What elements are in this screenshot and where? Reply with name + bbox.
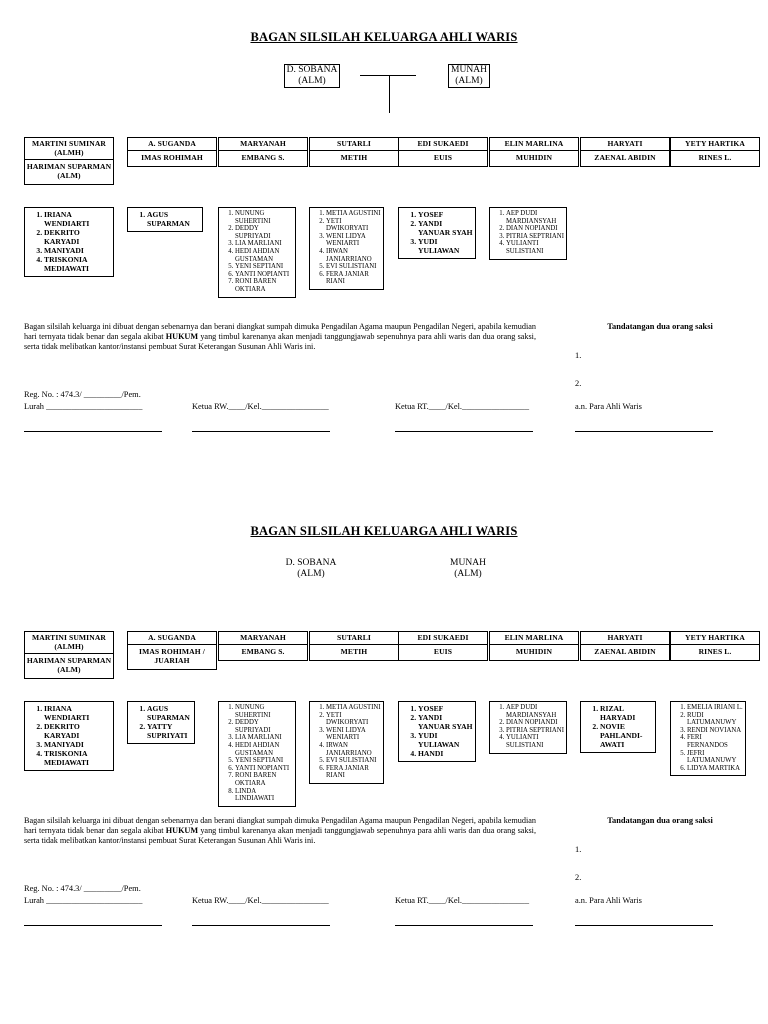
child-box (24, 137, 114, 185)
child-box (398, 631, 488, 661)
spouse-name: METIH (340, 153, 368, 162)
grandchild-name: 3. YUDI YULIAWAN (418, 237, 473, 255)
child-box (24, 631, 114, 679)
grandchild-name: 2. NOVIE PAHLANDI-AWATI (600, 722, 653, 749)
grandchild-name: 2. YANDI YANUAR SYAH (418, 713, 473, 731)
descent-line (389, 75, 390, 113)
grandchild-name: 3. MANIYADI (44, 740, 111, 749)
grandchild-name: 8. LINDA LINDIAWATI (235, 788, 293, 803)
grandchild-name: 5. EVI SULISTIANI (326, 757, 381, 765)
child-name: ELIN MARLINA (490, 138, 578, 151)
father-status: (ALM) (297, 569, 325, 579)
child-box (489, 137, 579, 167)
grandchild-name: 2. YANDI YANUAR SYAH (418, 219, 473, 237)
grandchild-name: 3. LIA MARLIANI (235, 734, 293, 742)
grandchild-name: 2. RUDI LATUMANUWY (687, 712, 743, 727)
grandchild-name: 1. YOSEF (418, 210, 473, 219)
grandchildren-list (127, 207, 203, 232)
witness-2-line: 2. (575, 379, 582, 388)
spouse-name: EUIS (433, 647, 453, 656)
grandchildren-list (398, 701, 476, 762)
statement-paragraph (24, 322, 536, 352)
grandchild-name: 3. PITRIA SEPTRIANI (506, 233, 564, 241)
registration-number: Reg. No. : 474.3/ _________/Pem. (24, 390, 141, 399)
document-title: BAGAN SILSILAH KELUARGA AHLI WARIS (250, 524, 518, 538)
grandchild-name: 1. IRIANA WENDIARTI (44, 210, 111, 228)
grandchild-name: 3. LIA MARLIANI (235, 240, 293, 248)
grandchild-name: 4. FERI FERNANDOS (687, 734, 743, 749)
grandchild-name: 5. YENI SEPTIANI (235, 757, 293, 765)
grandchild-name: 6. FERA JANIAR RIANI (326, 271, 381, 286)
mother-name: MUNAH (450, 558, 486, 568)
genealogy-section (0, 0, 768, 500)
grandchildren-list (580, 701, 656, 753)
grandchild-name: 7. RONI BAREN OKTIARA (235, 278, 293, 293)
child-box (580, 137, 670, 167)
grandchild-name: 1. AGUS SUPARMAN (147, 210, 200, 228)
grandchild-name: 4. HEDI AHDIAN GUSTAMAN (235, 742, 293, 757)
father-box (284, 558, 338, 580)
grandchild-name: 6. YANTI NOPIANTI (235, 271, 293, 279)
child-box (127, 137, 217, 167)
grandchild-name: 3. YUDI YULIAWAN (418, 731, 473, 749)
grandchild-name: 4. YULIANTI SULISTIANI (506, 734, 564, 749)
signature-line (395, 431, 533, 432)
grandchild-name: 2. YATTY SUPRIYATI (147, 722, 192, 740)
registration-number: Reg. No. : 474.3/ _________/Pem. (24, 884, 141, 893)
mother-status: (ALM) (455, 76, 483, 86)
child-name: HARYATI (581, 632, 669, 645)
document-title: BAGAN SILSILAH KELUARGA AHLI WARIS (250, 30, 518, 44)
grandchildren-list (127, 701, 195, 744)
child-box (489, 631, 579, 661)
grandchild-name: 1. NUNUNG SUHERTINI (235, 704, 293, 719)
statement-paragraph (24, 816, 536, 846)
mother-box (448, 558, 488, 580)
grandchild-name: 3. RENDI NOVIANA (687, 727, 743, 735)
grandchild-name: 6. YANTI NOPIANTI (235, 765, 293, 773)
grandchildren-list (218, 701, 296, 807)
grandchild-name: 1. METIA AGUSTINI (326, 704, 381, 712)
grandchild-name: 7. RONI BAREN OKTIARA (235, 772, 293, 787)
grandchild-name: 1. RIZAL HARYADI (600, 704, 653, 722)
father-box (284, 64, 340, 88)
grandchild-name: 2. YETI DWIKORYATI (326, 218, 381, 233)
statement-text: Bagan silsilah keluarga ini dibuat dengan sebenarnya dan berani diangkat sumpah dimuka Pengadilan Agama maupun Pengadilan Negeri, apabila kemudian hari ternyata tidak benar dan segala akibat (24, 816, 536, 835)
spouse-name: EMBANG S. (241, 153, 285, 162)
spouse-name: RINES L. (698, 153, 732, 162)
grandchild-name: 2. DIAN NOPIANDI (506, 719, 564, 727)
grandchildren-list (309, 701, 384, 784)
grandchild-name: 3. PITRIA SEPTRIANI (506, 727, 564, 735)
heirs-signature-label: a.n. Para Ahli Waris (575, 896, 642, 905)
child-name: MARTINI SUMINAR (ALMH) (25, 632, 113, 654)
heirs-signature-label: a.n. Para Ahli Waris (575, 402, 642, 411)
child-name: YETY HARTIKA (671, 632, 759, 645)
child-name: HARYATI (581, 138, 669, 151)
ketua-rw-signature-label: Ketua RW.____/Kel.________________ (192, 402, 329, 411)
grandchildren-list (309, 207, 384, 290)
child-box (309, 631, 399, 661)
spouse-name: EUIS (433, 153, 453, 162)
spouse-name: EMBANG S. (241, 647, 285, 656)
child-name: MARTINI SUMINAR (ALMH) (25, 138, 113, 160)
spouse-name: IMAS ROHIMAH (141, 153, 203, 162)
grandchildren-list (398, 207, 476, 259)
statement-text: Bagan silsilah keluarga ini dibuat dengan sebenarnya dan berani diangkat sumpah dimuka Pengadilan Agama maupun Pengadilan Negeri, apabila kemudian hari ternyata tidak benar dan segala akibat (24, 322, 536, 341)
grandchild-name: 4. IRWAN JANIARRIANO (326, 248, 381, 263)
spouse-name: ZAENAL ABIDIN (594, 647, 656, 656)
child-box (670, 137, 760, 167)
grandchildren-list (24, 207, 114, 277)
child-box (580, 631, 670, 661)
signature-line (192, 925, 330, 926)
child-name: MARYANAH (219, 632, 307, 645)
grandchild-name: 4. TRISKONIA MEDIAWATI (44, 749, 111, 767)
grandchild-name: 6. LIDYA MARTIKA (687, 765, 743, 773)
child-box (398, 137, 488, 167)
grandchildren-list (218, 207, 296, 298)
spouse-name: IMAS ROHIMAH / JUARIAH (139, 647, 205, 665)
child-name: EDI SUKAEDI (399, 632, 487, 645)
grandchild-name: 6. FERA JANIAR RIANI (326, 765, 381, 780)
child-name: YETY HARTIKA (671, 138, 759, 151)
genealogy-section (0, 494, 768, 994)
signature-line (24, 431, 162, 432)
child-name: SUTARLI (310, 632, 398, 645)
father-status: (ALM) (298, 76, 326, 86)
grandchild-name: 1. EMELIA IRIANI L. (687, 704, 743, 712)
father-name: D. SOBANA (285, 558, 337, 568)
witness-2-line: 2. (575, 873, 582, 882)
witness-heading: Tandatangan dua orang saksi (607, 322, 713, 331)
ketua-rt-signature-label: Ketua RT.____/Kel.________________ (395, 896, 530, 905)
grandchild-name: 2. DIAN NOPIANDI (506, 225, 564, 233)
grandchild-name: 2. YETI DWIKORYATI (326, 712, 381, 727)
statement-text-end: yang timbul karenanya akan menjadi tanggungjawab sepenuhnya para ahli waris dan dua orang saksi, serta tidak melibatkan kantor/instansi pembuat Surat Keterangan Susunan Ahli Waris ini. (24, 826, 536, 845)
signature-line (192, 431, 330, 432)
grandchild-name: 2. DEKRITO KARYADI (44, 228, 111, 246)
grandchild-name: 4. HANDI (418, 749, 473, 758)
child-box (127, 631, 217, 670)
child-box (218, 631, 308, 661)
witness-heading: Tandatangan dua orang saksi (607, 816, 713, 825)
ketua-rt-signature-label: Ketua RT.____/Kel.________________ (395, 402, 530, 411)
child-box (309, 137, 399, 167)
child-name: A. SUGANDA (128, 138, 216, 151)
spouse-name: ZAENAL ABIDIN (594, 153, 656, 162)
grandchild-name: 4. IRWAN JANIARRIANO (326, 742, 381, 757)
spouse-name: MUHIDIN (515, 647, 553, 656)
grandchild-name: 3. WENI LIDYA WENIARTI (326, 727, 381, 742)
mother-box (448, 64, 490, 88)
grandchildren-list (489, 701, 567, 754)
father-name: D. SOBANA (286, 65, 338, 75)
grandchild-name: 1. NUNUNG SUHERTINI (235, 210, 293, 225)
spouse-name: RINES L. (698, 647, 732, 656)
lurah-signature-label: Lurah _______________________ (24, 402, 143, 411)
grandchild-name: 2. DEDDY SUPRIYADI (235, 719, 293, 734)
child-name: SUTARLI (310, 138, 398, 151)
spouse-name: HARIMAN SUPARMAN (ALM) (26, 656, 112, 674)
witness-1-line: 1. (575, 351, 582, 360)
child-box (218, 137, 308, 167)
child-name: MARYANAH (219, 138, 307, 151)
mother-name: MUNAH (451, 65, 487, 75)
grandchild-name: 5. EVI SULISTIANI (326, 263, 381, 271)
child-box (670, 631, 760, 661)
grandchild-name: 1. YOSEF (418, 704, 473, 713)
grandchild-name: 5. YENI SEPTIANI (235, 263, 293, 271)
grandchild-name: 5. JEFRI LATUMANUWY (687, 750, 743, 765)
child-name: EDI SUKAEDI (399, 138, 487, 151)
grandchild-name: 1. AGUS SUPARMAN (147, 704, 192, 722)
marriage-line (360, 75, 416, 76)
grandchildren-list (670, 701, 746, 776)
signature-line (575, 431, 713, 432)
signature-line (24, 925, 162, 926)
child-name: A. SUGANDA (128, 632, 216, 645)
grandchild-name: 2. DEDDY SUPRIYADI (235, 225, 293, 240)
grandchild-name: 3. WENI LIDYA WENIARTI (326, 233, 381, 248)
spouse-name: MUHIDIN (515, 153, 553, 162)
child-name: ELIN MARLINA (490, 632, 578, 645)
mother-status: (ALM) (454, 569, 482, 579)
grandchild-name: 4. TRISKONIA MEDIAWATI (44, 255, 111, 273)
statement-emphasis: HUKUM (165, 332, 199, 341)
signature-line (575, 925, 713, 926)
grandchildren-list (489, 207, 567, 260)
grandchild-name: 3. MANIYADI (44, 246, 111, 255)
spouse-name: METIH (340, 647, 368, 656)
ketua-rw-signature-label: Ketua RW.____/Kel.________________ (192, 896, 329, 905)
grandchildren-list (24, 701, 114, 771)
statement-text-end: yang timbul karenanya akan menjadi tanggungjawab sepenuhnya para ahli waris dan dua orang saksi, serta tidak melibatkan kantor/instansi pembuat Surat Keterangan Susunan Ahli Waris ini. (24, 332, 536, 351)
grandchild-name: 1. AEP DUDI MARDIANSYAH (506, 704, 564, 719)
grandchild-name: 1. METIA AGUSTINI (326, 210, 381, 218)
grandchild-name: 1. AEP DUDI MARDIANSYAH (506, 210, 564, 225)
witness-1-line: 1. (575, 845, 582, 854)
lurah-signature-label: Lurah _______________________ (24, 896, 143, 905)
grandchild-name: 4. YULIANTI SULISTIANI (506, 240, 564, 255)
spouse-name: HARIMAN SUPARMAN (ALM) (26, 162, 112, 180)
grandchild-name: 1. IRIANA WENDIARTI (44, 704, 111, 722)
grandchild-name: 2. DEKRITO KARYADI (44, 722, 111, 740)
grandchild-name: 4. HEDI AHDIAN GUSTAMAN (235, 248, 293, 263)
signature-line (395, 925, 533, 926)
statement-emphasis: HUKUM (165, 826, 199, 835)
